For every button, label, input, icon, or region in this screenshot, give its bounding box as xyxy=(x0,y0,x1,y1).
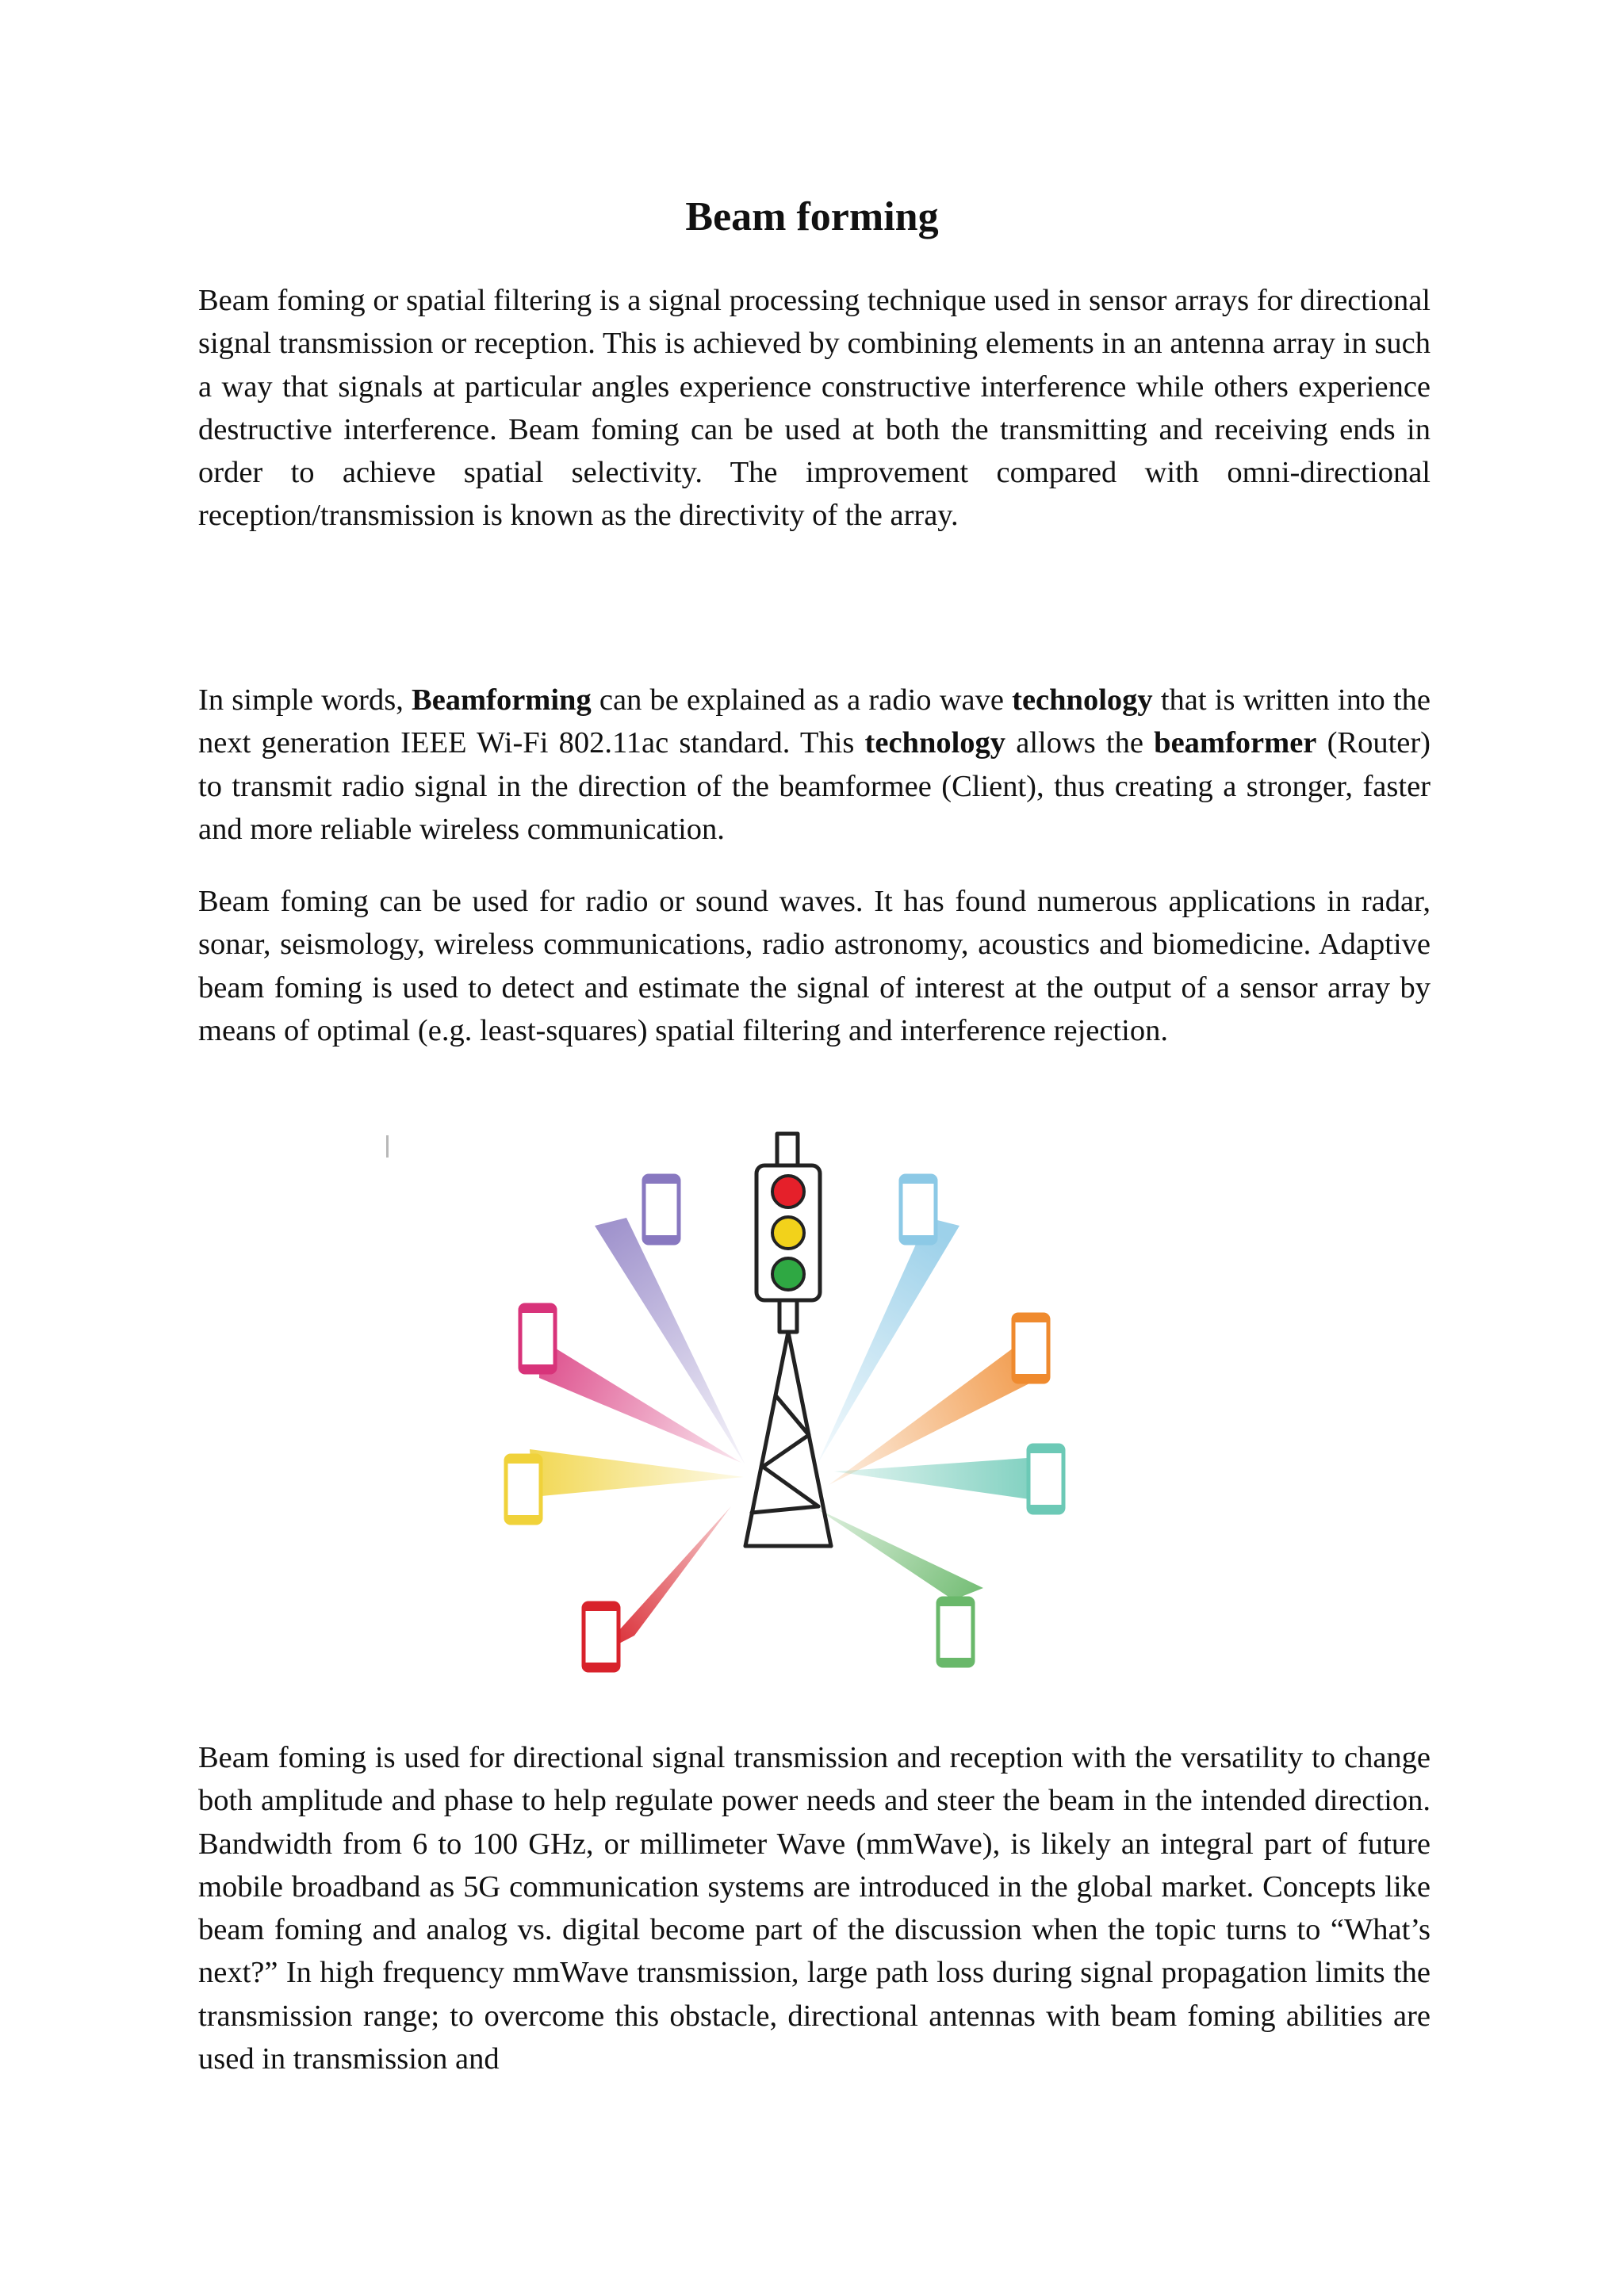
paragraph-applications: Beam foming can be used for radio or sound waves. It has found numerous applications in radar, sonar, seismology, wireless communications, radio astronomy, acoustics and biomedicine. Adaptive beam foming is used to detect and estimate the signal of interest at the output of a sensor array by means of optimal (e.g. least-squares) spatial filtering and interference rejection. xyxy=(198,885,1431,1047)
phone-purple xyxy=(644,1176,679,1243)
phone-magenta xyxy=(520,1305,555,1372)
bold-term: beamformer xyxy=(1154,726,1317,760)
signal-light-green xyxy=(772,1258,804,1290)
text-run: (Router) to transmit radio signal in the direction of the beamformee (Client), thus creating a stronger, faster and more reliable wireless communication. xyxy=(198,726,1431,846)
text-run: allows the xyxy=(1005,726,1155,760)
phone-yellow xyxy=(506,1456,541,1523)
bold-term: technology xyxy=(1012,683,1153,717)
phone-teal xyxy=(1028,1445,1063,1513)
text-run: In simple words, xyxy=(198,683,412,717)
paragraph-mmwave: Beam foming is used for directional signal transmission and reception with the versatility to change both amplitude and phase to help regulate power needs and steer the beam in the intended direction. Bandwidth from 6 to 100 GHz, or millimeter Wave (mmWave), is likely an integral part of future mobile broadband as 5G communication systems are introduced in the global market. Concepts like beam foming and analog vs. digital become part of the discussion when the topic turns to “What’s next?” In high frequency mmWave transmission, large path loss during signal propagation limits the transmission range; to overcome this obstacle, directional antennas with beam foming abilities are used in transmission and xyxy=(198,1741,1431,2076)
beam-green xyxy=(817,1509,983,1600)
bold-term: technology xyxy=(864,726,1006,760)
paragraph-simple-words xyxy=(198,679,1431,851)
text-run: that is written into the next generation IEEE Wi-Fi 802.11ac standard. This xyxy=(198,683,1431,760)
bold-term: Beamforming xyxy=(412,683,592,717)
beamforming-illustration xyxy=(476,1124,1078,1695)
signal-light-red xyxy=(772,1176,804,1207)
phone-green xyxy=(938,1598,973,1666)
paragraph-definition: Beam foming or spatial filtering is a signal processing technique used in sensor arrays for directional signal transmission or reception. This is achieved by combining elements in an antenna array in such a way that signals at particular angles experience constructive interference while others experience destructive interference. Beam foming can be used at both the transmitting and receiving ends in order to achieve spatial selectivity. The improvement compared with omni-directional reception/transmission is known as the directivity of the array. xyxy=(198,284,1431,533)
phone-red xyxy=(584,1603,619,1670)
phone-orange xyxy=(1013,1314,1048,1382)
text-run: can be explained as a radio wave xyxy=(591,683,1013,717)
beam-yellow xyxy=(530,1449,744,1497)
page-title: Beam forming xyxy=(685,194,939,239)
stray-mark xyxy=(386,1135,389,1158)
signal-light-yellow xyxy=(772,1217,804,1249)
phone-lightblue xyxy=(901,1176,936,1243)
